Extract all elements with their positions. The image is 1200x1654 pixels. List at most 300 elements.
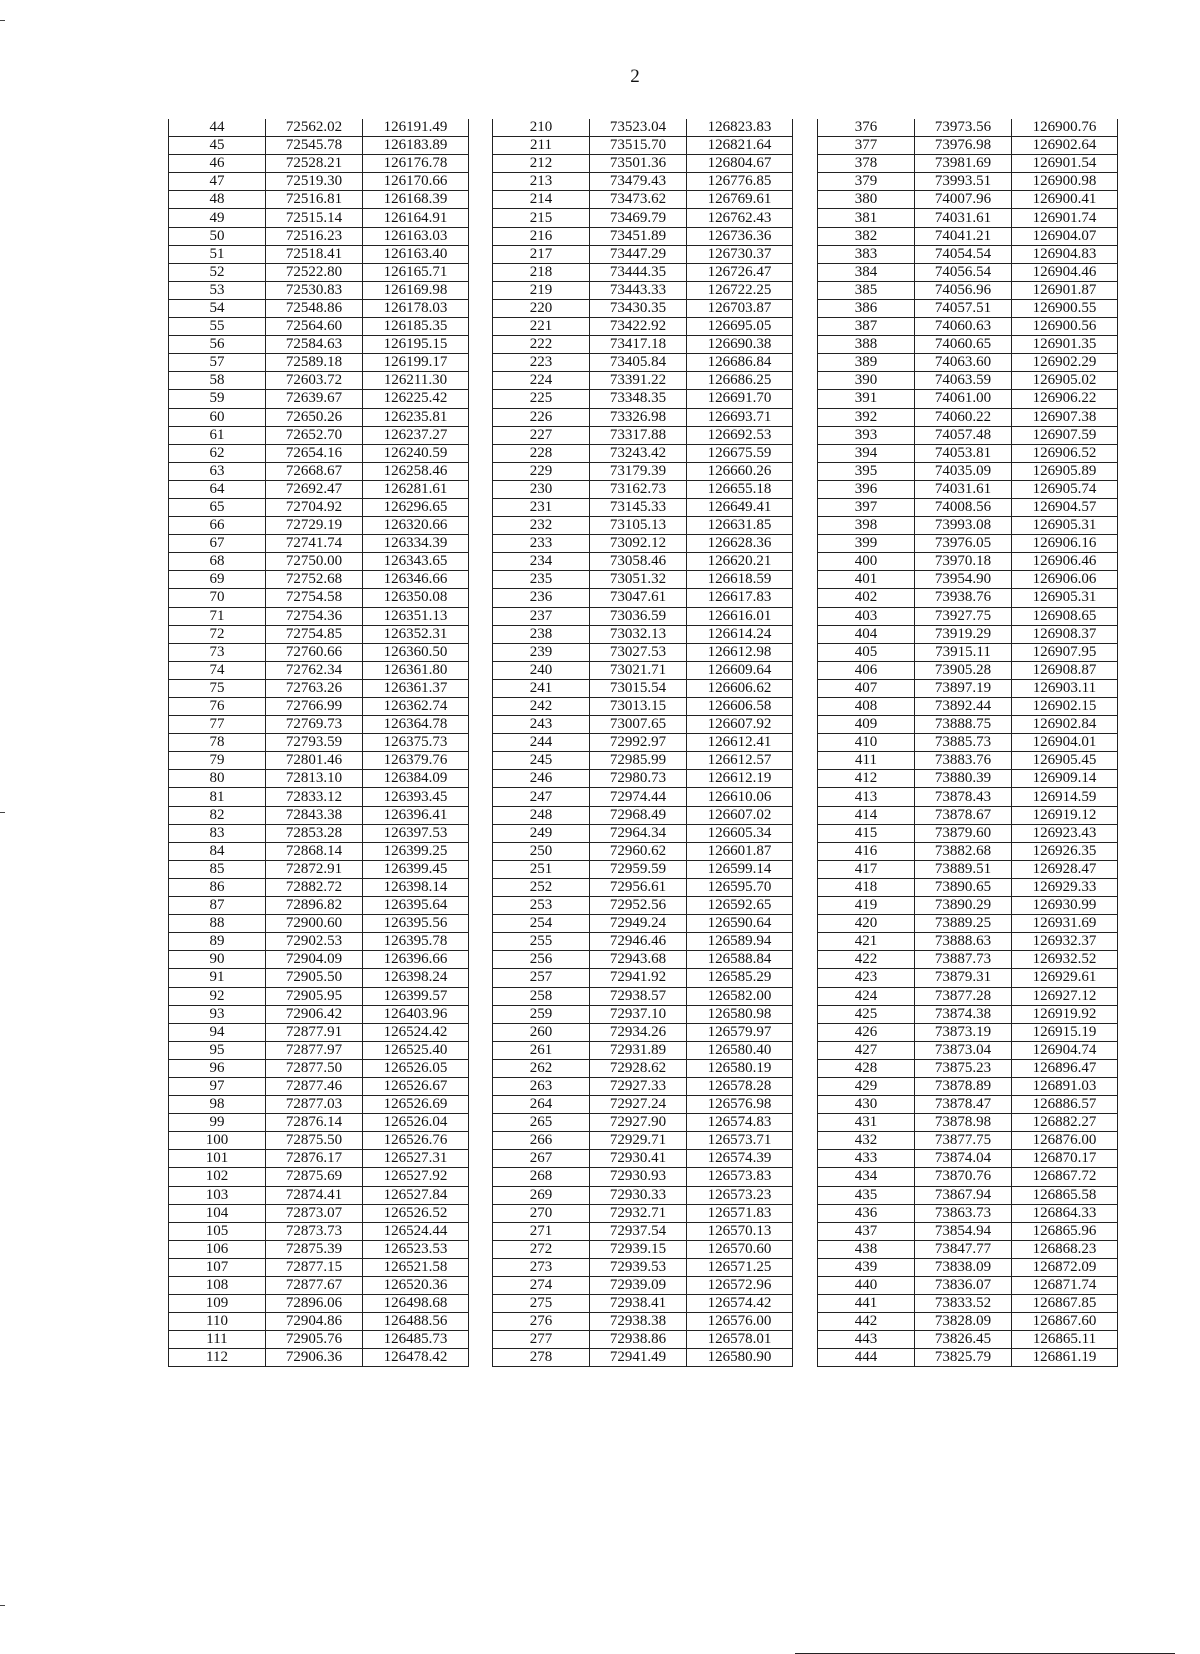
point-number-cell: 257 (493, 969, 590, 987)
point-number-cell: 399 (818, 535, 915, 553)
point-number-cell: 91 (169, 969, 266, 987)
y-coordinate-cell: 126605.34 (687, 824, 793, 842)
y-coordinate-cell: 126361.37 (363, 679, 469, 697)
y-coordinate-cell: 126320.66 (363, 517, 469, 535)
table-row (493, 716, 793, 734)
table-row (169, 1132, 469, 1150)
x-coordinate-cell: 72960.62 (590, 842, 687, 860)
table-row (169, 336, 469, 354)
y-coordinate-cell: 126185.35 (363, 318, 469, 336)
x-coordinate-cell: 72875.69 (266, 1168, 363, 1186)
point-number-cell: 225 (493, 390, 590, 408)
table-row (169, 227, 469, 245)
y-coordinate-cell: 126660.26 (687, 462, 793, 480)
point-number-cell: 109 (169, 1295, 266, 1313)
y-coordinate-cell: 126900.76 (1012, 119, 1118, 137)
table-row (493, 571, 793, 589)
y-coordinate-cell: 126571.83 (687, 1204, 793, 1222)
point-number-cell: 243 (493, 716, 590, 734)
y-coordinate-cell: 126296.65 (363, 498, 469, 516)
table-row (818, 462, 1118, 480)
point-number-cell: 111 (169, 1331, 266, 1349)
y-coordinate-cell: 126527.92 (363, 1168, 469, 1186)
y-coordinate-cell: 126573.71 (687, 1132, 793, 1150)
x-coordinate-cell: 73825.79 (915, 1349, 1012, 1367)
y-coordinate-cell: 126907.59 (1012, 426, 1118, 444)
point-number-cell: 100 (169, 1132, 266, 1150)
point-number-cell: 78 (169, 734, 266, 752)
y-coordinate-cell: 126905.74 (1012, 480, 1118, 498)
table-row (169, 824, 469, 842)
x-coordinate-cell: 74063.60 (915, 354, 1012, 372)
point-number-cell: 259 (493, 1005, 590, 1023)
table-row (169, 318, 469, 336)
y-coordinate-cell: 126398.14 (363, 878, 469, 896)
point-number-cell: 228 (493, 444, 590, 462)
table-row (493, 318, 793, 336)
y-coordinate-cell: 126384.09 (363, 770, 469, 788)
table-row (818, 263, 1118, 281)
point-number-cell: 216 (493, 227, 590, 245)
y-coordinate-cell: 126901.54 (1012, 155, 1118, 173)
table-row (493, 1005, 793, 1023)
table-row (818, 679, 1118, 697)
point-number-cell: 438 (818, 1240, 915, 1258)
y-coordinate-cell: 126225.42 (363, 390, 469, 408)
table-row (493, 734, 793, 752)
x-coordinate-cell: 73890.29 (915, 897, 1012, 915)
x-coordinate-cell: 74056.96 (915, 281, 1012, 299)
table-row (818, 770, 1118, 788)
y-coordinate-cell: 126730.37 (687, 245, 793, 263)
x-coordinate-cell: 72905.76 (266, 1331, 363, 1349)
point-number-cell: 415 (818, 824, 915, 842)
point-number-cell: 89 (169, 933, 266, 951)
y-coordinate-cell: 126607.92 (687, 716, 793, 734)
y-coordinate-cell: 126867.60 (1012, 1313, 1118, 1331)
x-coordinate-cell: 72519.30 (266, 173, 363, 191)
point-number-cell: 397 (818, 498, 915, 516)
point-number-cell: 264 (493, 1096, 590, 1114)
point-number-cell: 278 (493, 1349, 590, 1367)
x-coordinate-cell: 72964.34 (590, 824, 687, 842)
y-coordinate-cell: 126804.67 (687, 155, 793, 173)
y-coordinate-cell: 126334.39 (363, 535, 469, 553)
point-number-cell: 58 (169, 372, 266, 390)
y-coordinate-cell: 126691.70 (687, 390, 793, 408)
point-number-cell: 392 (818, 408, 915, 426)
x-coordinate-cell: 73032.13 (590, 625, 687, 643)
y-coordinate-cell: 126900.98 (1012, 173, 1118, 191)
point-number-cell: 404 (818, 625, 915, 643)
y-coordinate-cell: 126900.55 (1012, 299, 1118, 317)
y-coordinate-cell: 126703.87 (687, 299, 793, 317)
table-row (493, 444, 793, 462)
point-number-cell: 431 (818, 1114, 915, 1132)
y-coordinate-cell: 126865.58 (1012, 1186, 1118, 1204)
point-number-cell: 83 (169, 824, 266, 842)
point-number-cell: 434 (818, 1168, 915, 1186)
x-coordinate-cell: 74007.96 (915, 191, 1012, 209)
table-row (818, 498, 1118, 516)
table-row (818, 155, 1118, 173)
x-coordinate-cell: 72843.38 (266, 806, 363, 824)
table-row (169, 1349, 469, 1367)
y-coordinate-cell: 126379.76 (363, 752, 469, 770)
x-coordinate-cell: 73443.33 (590, 281, 687, 299)
point-number-cell: 427 (818, 1041, 915, 1059)
x-coordinate-cell: 73515.70 (590, 137, 687, 155)
y-coordinate-cell: 126776.85 (687, 173, 793, 191)
y-coordinate-cell: 126361.80 (363, 661, 469, 679)
y-coordinate-cell: 126582.00 (687, 987, 793, 1005)
y-coordinate-cell: 126485.73 (363, 1331, 469, 1349)
x-coordinate-cell: 72762.34 (266, 661, 363, 679)
x-coordinate-cell: 72515.14 (266, 209, 363, 227)
table-row (493, 517, 793, 535)
y-coordinate-cell: 126901.74 (1012, 209, 1118, 227)
y-coordinate-cell: 126769.61 (687, 191, 793, 209)
y-coordinate-cell: 126906.52 (1012, 444, 1118, 462)
table-row (169, 1005, 469, 1023)
x-coordinate-cell: 72562.02 (266, 119, 363, 137)
y-coordinate-cell: 126905.89 (1012, 462, 1118, 480)
point-number-cell: 254 (493, 915, 590, 933)
x-coordinate-cell: 72929.71 (590, 1132, 687, 1150)
x-coordinate-cell: 73870.76 (915, 1168, 1012, 1186)
point-number-cell: 84 (169, 842, 266, 860)
point-number-cell: 272 (493, 1240, 590, 1258)
x-coordinate-cell: 72652.70 (266, 426, 363, 444)
point-number-cell: 73 (169, 643, 266, 661)
y-coordinate-cell: 126527.84 (363, 1186, 469, 1204)
table-row (493, 1168, 793, 1186)
table-row (169, 752, 469, 770)
y-coordinate-cell: 126905.45 (1012, 752, 1118, 770)
point-number-cell: 104 (169, 1204, 266, 1222)
x-coordinate-cell: 72941.92 (590, 969, 687, 987)
x-coordinate-cell: 72938.57 (590, 987, 687, 1005)
point-number-cell: 56 (169, 336, 266, 354)
table-row (493, 1295, 793, 1313)
y-coordinate-cell: 126580.40 (687, 1041, 793, 1059)
table-row (493, 1349, 793, 1367)
table-row (169, 480, 469, 498)
table-row (169, 860, 469, 878)
point-number-cell: 276 (493, 1313, 590, 1331)
y-coordinate-cell: 126579.97 (687, 1023, 793, 1041)
point-number-cell: 47 (169, 173, 266, 191)
x-coordinate-cell: 72752.68 (266, 571, 363, 589)
point-number-cell: 385 (818, 281, 915, 299)
point-number-cell: 408 (818, 698, 915, 716)
x-coordinate-cell: 72946.46 (590, 933, 687, 951)
point-number-cell: 212 (493, 155, 590, 173)
table-row (493, 788, 793, 806)
y-coordinate-cell: 126398.24 (363, 969, 469, 987)
x-coordinate-cell: 73890.65 (915, 878, 1012, 896)
x-coordinate-cell: 73976.98 (915, 137, 1012, 155)
y-coordinate-cell: 126905.31 (1012, 517, 1118, 535)
x-coordinate-cell: 72876.17 (266, 1150, 363, 1168)
point-number-cell: 271 (493, 1222, 590, 1240)
x-coordinate-cell: 73915.11 (915, 643, 1012, 661)
point-number-cell: 263 (493, 1077, 590, 1095)
x-coordinate-cell: 74063.59 (915, 372, 1012, 390)
x-coordinate-cell: 72934.26 (590, 1023, 687, 1041)
y-coordinate-cell: 126919.12 (1012, 806, 1118, 824)
y-coordinate-cell: 126526.69 (363, 1096, 469, 1114)
y-coordinate-cell: 126923.43 (1012, 824, 1118, 842)
y-coordinate-cell: 126931.69 (1012, 915, 1118, 933)
point-number-cell: 248 (493, 806, 590, 824)
point-number-cell: 110 (169, 1313, 266, 1331)
point-number-cell: 45 (169, 137, 266, 155)
x-coordinate-cell: 72877.91 (266, 1023, 363, 1041)
x-coordinate-cell: 73889.51 (915, 860, 1012, 878)
point-number-cell: 442 (818, 1313, 915, 1331)
table-row (493, 263, 793, 281)
table-row (169, 625, 469, 643)
point-number-cell: 251 (493, 860, 590, 878)
x-coordinate-cell: 72750.00 (266, 553, 363, 571)
table-row (818, 571, 1118, 589)
table-row (169, 245, 469, 263)
x-coordinate-cell: 72877.97 (266, 1041, 363, 1059)
x-coordinate-cell: 72928.62 (590, 1059, 687, 1077)
x-coordinate-cell: 73927.75 (915, 607, 1012, 625)
table-row (493, 354, 793, 372)
table-row (493, 951, 793, 969)
x-coordinate-cell: 72650.26 (266, 408, 363, 426)
y-coordinate-cell: 126165.71 (363, 263, 469, 281)
page-number: 2 (630, 66, 640, 87)
x-coordinate-cell: 73892.44 (915, 698, 1012, 716)
x-coordinate-cell: 72902.53 (266, 933, 363, 951)
table-row (169, 281, 469, 299)
table-row (493, 227, 793, 245)
y-coordinate-cell: 126580.98 (687, 1005, 793, 1023)
x-coordinate-cell: 73422.92 (590, 318, 687, 336)
x-coordinate-cell: 72930.33 (590, 1186, 687, 1204)
y-coordinate-cell: 126823.83 (687, 119, 793, 137)
point-number-cell: 85 (169, 860, 266, 878)
x-coordinate-cell: 73905.28 (915, 661, 1012, 679)
x-coordinate-cell: 72939.09 (590, 1277, 687, 1295)
x-coordinate-cell: 72930.93 (590, 1168, 687, 1186)
point-number-cell: 436 (818, 1204, 915, 1222)
point-number-cell: 414 (818, 806, 915, 824)
point-number-cell: 411 (818, 752, 915, 770)
y-coordinate-cell: 126498.68 (363, 1295, 469, 1313)
table-row (493, 860, 793, 878)
x-coordinate-cell: 73348.35 (590, 390, 687, 408)
table-row (818, 408, 1118, 426)
point-number-cell: 266 (493, 1132, 590, 1150)
y-coordinate-cell: 126395.64 (363, 897, 469, 915)
table-row (169, 915, 469, 933)
y-coordinate-cell: 126675.59 (687, 444, 793, 462)
table-row (169, 734, 469, 752)
x-coordinate-cell: 73179.39 (590, 462, 687, 480)
point-number-cell: 54 (169, 299, 266, 317)
y-coordinate-cell: 126580.90 (687, 1349, 793, 1367)
point-number-cell: 426 (818, 1023, 915, 1041)
y-coordinate-cell: 126905.31 (1012, 589, 1118, 607)
x-coordinate-cell: 72874.41 (266, 1186, 363, 1204)
point-number-cell: 238 (493, 625, 590, 643)
y-coordinate-cell: 126906.46 (1012, 553, 1118, 571)
x-coordinate-cell: 72868.14 (266, 842, 363, 860)
y-coordinate-cell: 126526.67 (363, 1077, 469, 1095)
x-coordinate-cell: 73523.04 (590, 119, 687, 137)
point-number-cell: 220 (493, 299, 590, 317)
table-row (818, 444, 1118, 462)
point-number-cell: 222 (493, 336, 590, 354)
table-row (169, 1077, 469, 1095)
table-row (493, 1132, 793, 1150)
x-coordinate-cell: 72896.06 (266, 1295, 363, 1313)
table-row (169, 426, 469, 444)
table-row (169, 1186, 469, 1204)
x-coordinate-cell: 72956.61 (590, 878, 687, 896)
x-coordinate-cell: 73447.29 (590, 245, 687, 263)
x-coordinate-cell: 72801.46 (266, 752, 363, 770)
point-number-cell: 88 (169, 915, 266, 933)
y-coordinate-cell: 126237.27 (363, 426, 469, 444)
x-coordinate-cell: 72876.14 (266, 1114, 363, 1132)
point-number-cell: 63 (169, 462, 266, 480)
table-row (169, 498, 469, 516)
table-row (169, 1258, 469, 1276)
table-row (169, 1114, 469, 1132)
table-row (818, 951, 1118, 969)
table-row (493, 987, 793, 1005)
point-number-cell: 422 (818, 951, 915, 969)
x-coordinate-cell: 73430.35 (590, 299, 687, 317)
y-coordinate-cell: 126686.25 (687, 372, 793, 390)
point-number-cell: 217 (493, 245, 590, 263)
x-coordinate-cell: 72877.03 (266, 1096, 363, 1114)
y-coordinate-cell: 126362.74 (363, 698, 469, 716)
y-coordinate-cell: 126612.41 (687, 734, 793, 752)
point-number-cell: 384 (818, 263, 915, 281)
table-row (493, 1150, 793, 1168)
point-number-cell: 80 (169, 770, 266, 788)
table-row (169, 716, 469, 734)
point-number-cell: 256 (493, 951, 590, 969)
table-row (493, 119, 793, 137)
table-row (493, 553, 793, 571)
y-coordinate-cell: 126399.25 (363, 842, 469, 860)
y-coordinate-cell: 126722.25 (687, 281, 793, 299)
x-coordinate-cell: 73854.94 (915, 1222, 1012, 1240)
table-row (169, 842, 469, 860)
table-row (169, 1277, 469, 1295)
table-row (818, 1222, 1118, 1240)
table-row (818, 987, 1118, 1005)
point-number-cell: 376 (818, 119, 915, 137)
y-coordinate-cell: 126570.60 (687, 1240, 793, 1258)
y-coordinate-cell: 126360.50 (363, 643, 469, 661)
point-number-cell: 407 (818, 679, 915, 697)
point-number-cell: 218 (493, 263, 590, 281)
y-coordinate-cell: 126907.38 (1012, 408, 1118, 426)
x-coordinate-cell: 73838.09 (915, 1258, 1012, 1276)
table-row (493, 1059, 793, 1077)
table-row (493, 426, 793, 444)
table-row (818, 1041, 1118, 1059)
x-coordinate-cell: 72877.67 (266, 1277, 363, 1295)
table-row (818, 1077, 1118, 1095)
point-number-cell: 253 (493, 897, 590, 915)
table-row (818, 1295, 1118, 1313)
y-coordinate-cell: 126178.03 (363, 299, 469, 317)
x-coordinate-cell: 73877.75 (915, 1132, 1012, 1150)
x-coordinate-cell: 72877.46 (266, 1077, 363, 1095)
x-coordinate-cell: 72959.59 (590, 860, 687, 878)
x-coordinate-cell: 72564.60 (266, 318, 363, 336)
x-coordinate-cell: 72766.99 (266, 698, 363, 716)
y-coordinate-cell: 126882.27 (1012, 1114, 1118, 1132)
x-coordinate-cell: 72927.24 (590, 1096, 687, 1114)
y-coordinate-cell: 126906.22 (1012, 390, 1118, 408)
x-coordinate-cell: 74041.21 (915, 227, 1012, 245)
y-coordinate-cell: 126576.00 (687, 1313, 793, 1331)
y-coordinate-cell: 126163.40 (363, 245, 469, 263)
x-coordinate-cell: 73058.46 (590, 553, 687, 571)
point-number-cell: 381 (818, 209, 915, 227)
y-coordinate-cell: 126610.06 (687, 788, 793, 806)
point-number-cell: 61 (169, 426, 266, 444)
table-row (169, 698, 469, 716)
table-row (818, 390, 1118, 408)
y-coordinate-cell: 126693.71 (687, 408, 793, 426)
point-number-cell: 75 (169, 679, 266, 697)
x-coordinate-cell: 73877.28 (915, 987, 1012, 1005)
point-number-cell: 226 (493, 408, 590, 426)
x-coordinate-cell: 73873.19 (915, 1023, 1012, 1041)
y-coordinate-cell: 126861.19 (1012, 1349, 1118, 1367)
y-coordinate-cell: 126578.01 (687, 1331, 793, 1349)
y-coordinate-cell: 126902.15 (1012, 698, 1118, 716)
y-coordinate-cell: 126865.11 (1012, 1331, 1118, 1349)
table-row (818, 897, 1118, 915)
table-row (169, 173, 469, 191)
y-coordinate-cell: 126929.61 (1012, 969, 1118, 987)
point-number-cell: 97 (169, 1077, 266, 1095)
y-coordinate-cell: 126573.83 (687, 1168, 793, 1186)
table-row (818, 281, 1118, 299)
point-number-cell: 416 (818, 842, 915, 860)
table-row (493, 969, 793, 987)
x-coordinate-cell: 72905.50 (266, 969, 363, 987)
table-row (818, 643, 1118, 661)
point-number-cell: 74 (169, 661, 266, 679)
y-coordinate-cell: 126574.42 (687, 1295, 793, 1313)
table-row (493, 299, 793, 317)
point-number-cell: 441 (818, 1295, 915, 1313)
y-coordinate-cell: 126607.02 (687, 806, 793, 824)
x-coordinate-cell: 72516.81 (266, 191, 363, 209)
x-coordinate-cell: 72872.91 (266, 860, 363, 878)
x-coordinate-cell: 72968.49 (590, 806, 687, 824)
y-coordinate-cell: 126580.19 (687, 1059, 793, 1077)
table-row (169, 571, 469, 589)
y-coordinate-cell: 126399.45 (363, 860, 469, 878)
y-coordinate-cell: 126906.16 (1012, 535, 1118, 553)
point-number-cell: 60 (169, 408, 266, 426)
